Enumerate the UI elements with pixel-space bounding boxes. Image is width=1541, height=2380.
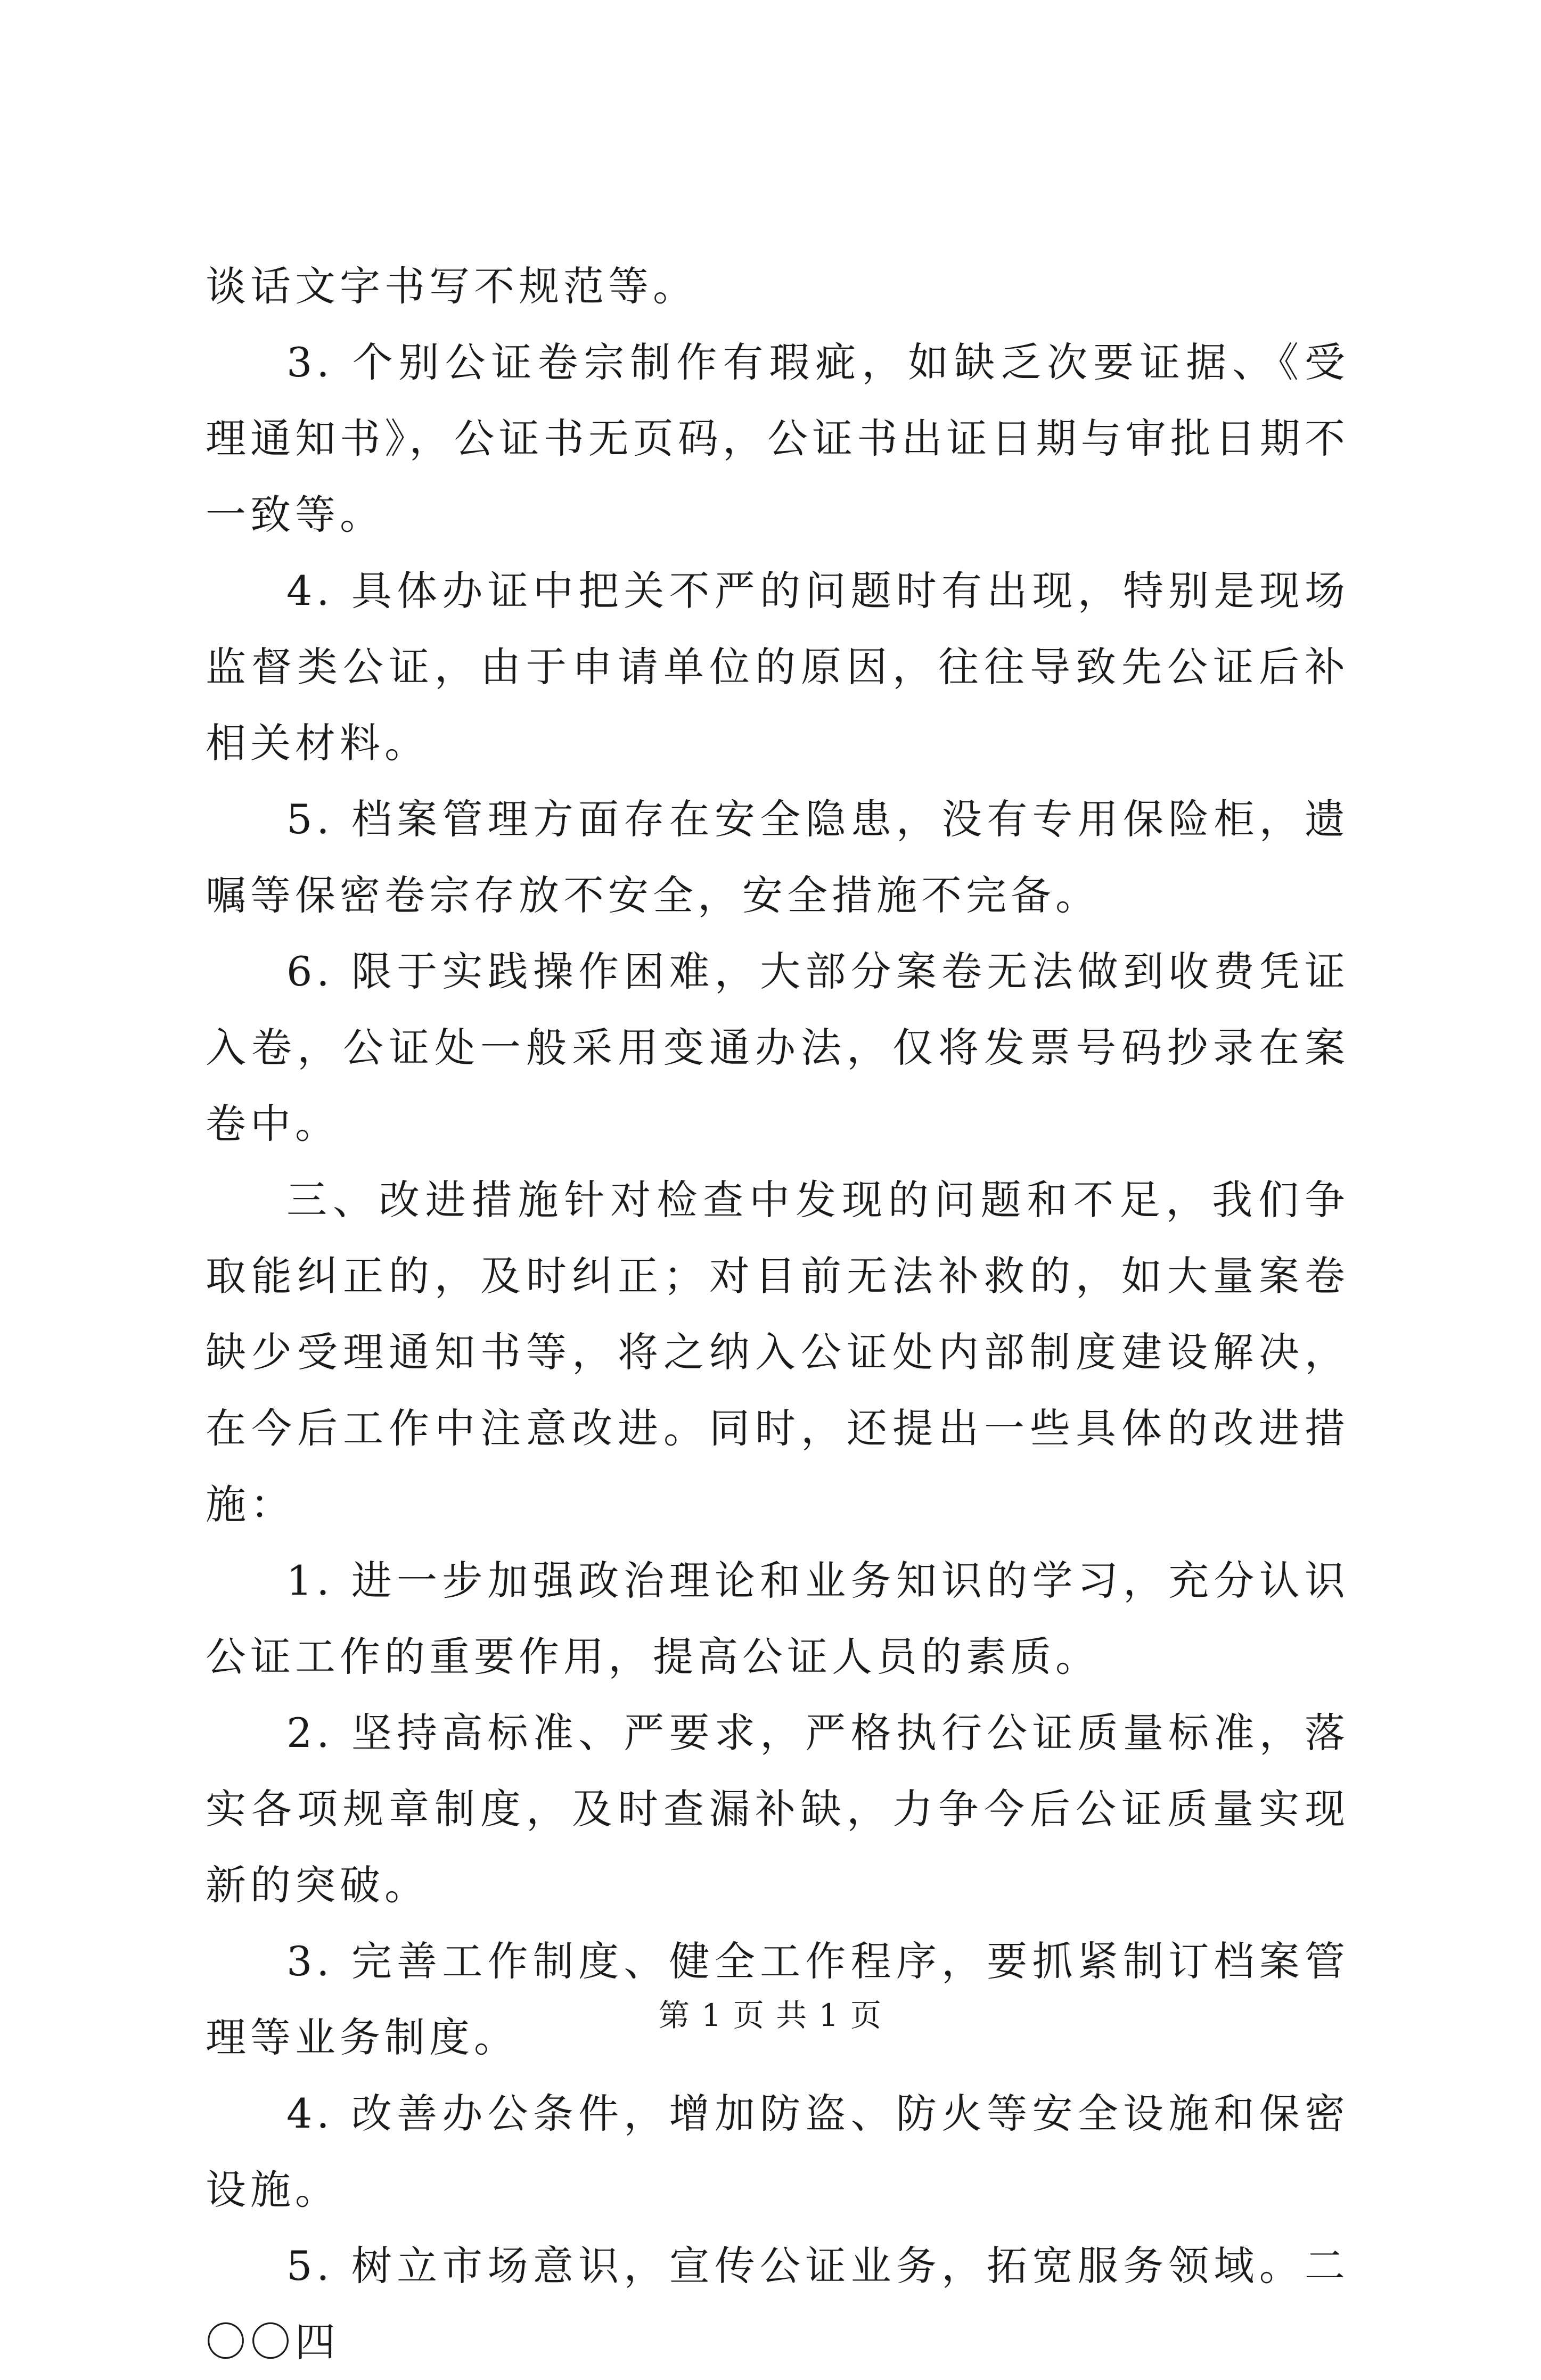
paragraph-8: 2. 坚持高标准、严要求，严格执行公证质量标准，落实各项规章制度，及时查漏补缺，力争今后公证质量实现新的突破。 (206, 1709, 1349, 1909)
document-body (206, 248, 1349, 2380)
paragraph-9: 3. 完善工作制度、健全工作程序，要抓紧制订档案管理等业务制度。 (206, 1938, 1349, 2061)
paragraph-11: 5. 树立市场意识，宣传公证业务，拓宽服务领域。二〇〇四 (206, 2242, 1349, 2366)
paragraph-2: 3. 个别公证卷宗制作有瑕疵，如缺乏次要证据、《受理通知书》，公证书无页码，公证书出证日期与审批日期不一致等。 (206, 339, 1349, 538)
paragraph-1: 谈话文字书写不规范等。 (206, 262, 698, 310)
paragraph-3: 4. 具体办证中把关不严的问题时有出现，特别是现场监督类公证，由于申请单位的原因，往往导致先公证后补相关材料。 (206, 567, 1349, 767)
paragraph-6: 三、改进措施针对检查中发现的问题和不足，我们争取能纠正的，及时纠正；对目前无法补救的，如大量案卷缺少受理通知书等，将之纳入公证处内部制度建设解决，在今后工作中注意改进。同时，还提出一些具体的改进措施： (206, 1176, 1349, 1528)
paragraph-5: 6. 限于实践操作困难，大部分案卷无法做到收费凭证入卷，公证处一般采用变通办法，仅将发票号码抄录在案卷中。 (206, 948, 1349, 1147)
paragraph-10: 4. 改善办公条件，增加防盗、防火等安全设施和保密设施。 (206, 2090, 1349, 2213)
page-footer: 第 1 页 共 1 页 (659, 1997, 882, 2033)
paragraph-4: 5. 档案管理方面存在安全隐患，没有专用保险柜，遗嘱等保密卷宗存放不安全，安全措施不完备。 (206, 795, 1349, 919)
paragraph-7: 1. 进一步加强政治理论和业务知识的学习，充分认识公证工作的重要作用，提高公证人员的素质。 (206, 1557, 1349, 1680)
